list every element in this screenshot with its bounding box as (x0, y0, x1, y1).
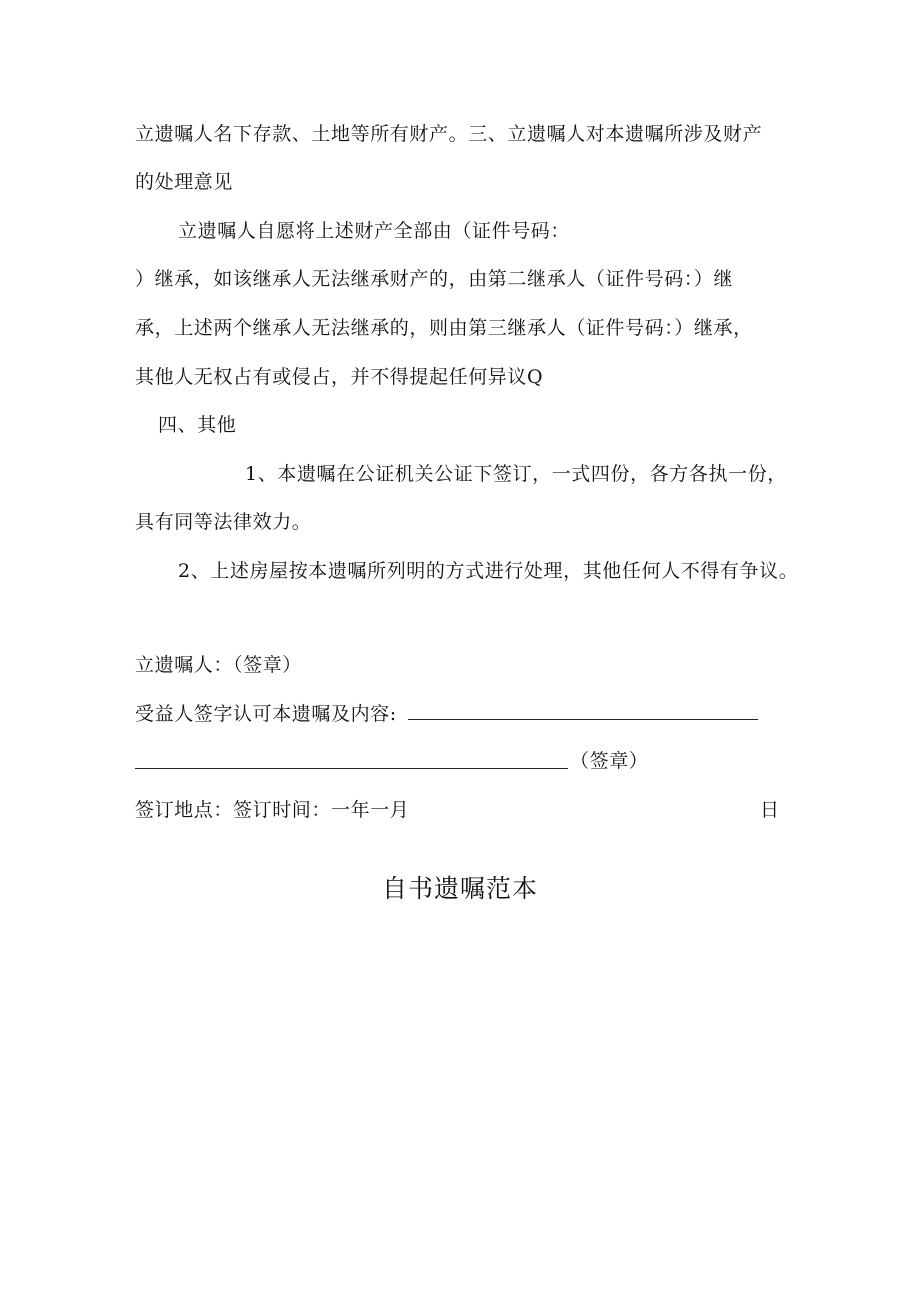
paragraph-line-1: 立遗嘱人名下存款、土地等所有财产。三、立遗嘱人对本遗嘱所涉及财产 (135, 123, 763, 145)
paragraph-line-2: 的处理意见 (135, 171, 234, 193)
clause-1-line-2: 具有同等法律效力。 (135, 511, 312, 533)
paragraph-line-5: 承，上述两个继承人无法继承的，则由第三继承人（证件号码：）继承， (135, 317, 753, 339)
paragraph-line-6: 其他人无权占有或侵占，并不得提起任何异议Q (135, 366, 544, 388)
paragraph-line-4: ）继承，如该继承人无法继承财产的，由第二继承人（证件号码：）继 (135, 268, 734, 290)
testator-signature-label: 立遗嘱人：（签章） (135, 654, 302, 676)
next-section-title: 自书遗嘱范本 (381, 874, 538, 903)
day-label: 日 (760, 799, 780, 821)
paragraph-line-3: 立遗嘱人自愿将上述财产全部由（证件号码： (178, 220, 571, 242)
section-heading-other: 四、其他 (158, 414, 237, 436)
clause-2: 2、上述房屋按本遗嘱所列明的方式进行处理，其他任何人不得有争议。 (178, 560, 799, 582)
seal-signature-line (135, 768, 568, 769)
seal-label: （签章） (570, 750, 649, 772)
clause-1-line-1: 1、本遗嘱在公证机关公证下签订，一式四份，各方各执一份， (245, 463, 787, 485)
beneficiary-signature-label: 受益人签字认可本遗嘱及内容: (135, 703, 397, 725)
place-time-label: 签订地点：签订时间：一年一月 (135, 799, 410, 821)
beneficiary-signature-line (408, 719, 758, 720)
